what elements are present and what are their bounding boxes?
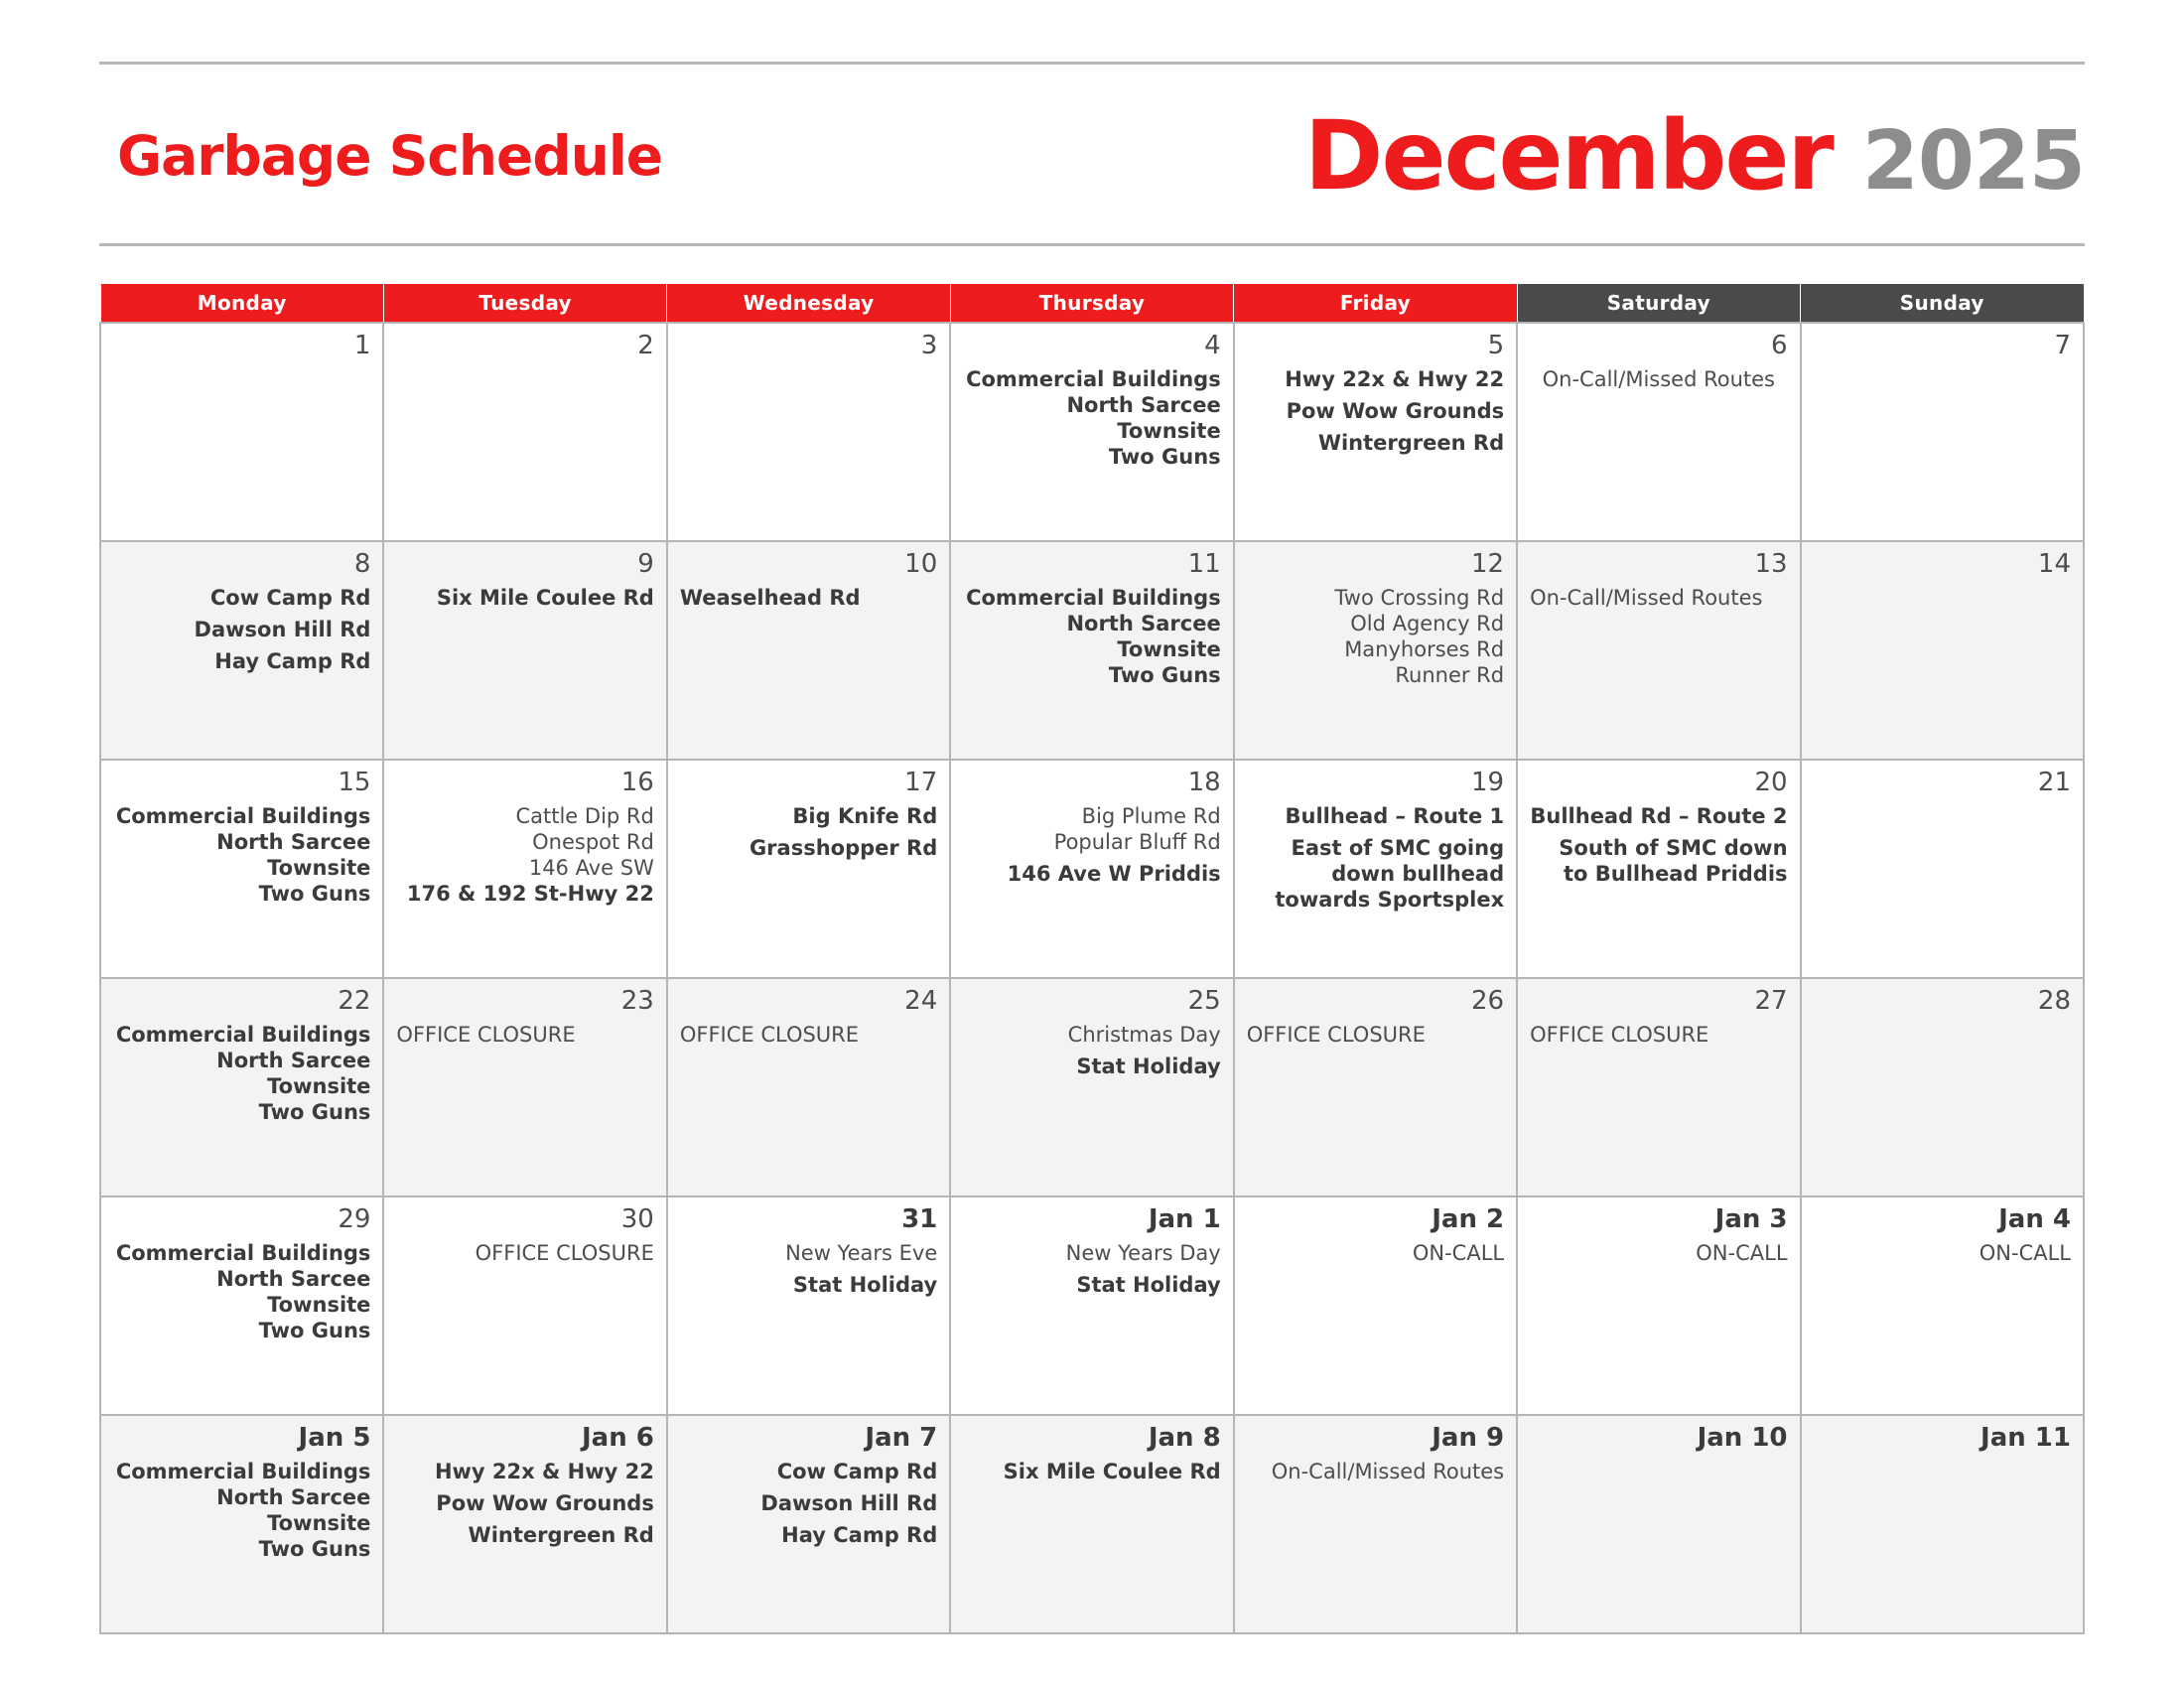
day-cell[interactable] [100,323,383,541]
day-entry: Commercial Buildings [115,1459,371,1483]
day-cell[interactable] [667,1415,950,1633]
day-entry: Dawson Hill Rd [194,617,371,641]
day-entry: Commercial Buildings [115,1240,371,1265]
day-cell[interactable] [100,1196,383,1415]
day-cell[interactable] [1234,323,1517,541]
day-number: 7 [2054,331,2071,360]
day-entry: Popular Bluff Rd [1053,829,1221,854]
day-cell[interactable] [1234,1415,1517,1633]
day-cell[interactable] [1801,541,2084,760]
day-entry: East of SMC going down bullhead towards Sportsplex [1275,835,1505,913]
calendar-body [100,323,2084,1633]
day-entry: Two Guns [258,1537,371,1562]
day-entry: 146 Ave SW [528,856,654,881]
day-entry: Big Knife Rd [792,803,938,828]
day-entry: OFFICE CLOSURE [396,1022,576,1047]
day-entry: Two Guns [1108,663,1221,688]
day-cell[interactable] [383,1415,666,1633]
day-number: 14 [2037,549,2071,579]
day-entry: Bullhead – Route 1 [1285,803,1505,828]
day-entry: New Years Day [1065,1240,1221,1265]
day-number: 3 [920,331,938,360]
year-label: 2025 [1861,114,2085,209]
day-number: Jan 11 [1980,1423,2071,1453]
day-cell[interactable] [950,1196,1233,1415]
day-entry: On-Call/Missed Routes [1542,366,1775,391]
day-number: 25 [1187,986,1221,1016]
day-number: 10 [904,549,938,579]
day-cell[interactable] [100,760,383,978]
day-entry: Big Plume Rd [1081,803,1221,828]
weekday-header-thursday: Thursday [950,284,1233,324]
day-number: 15 [338,768,371,797]
day-number: Jan 3 [1714,1204,1788,1234]
day-entry: 146 Ave W Priddis [1007,862,1221,887]
day-cell[interactable] [667,978,950,1196]
day-number: Jan 4 [1998,1204,2071,1234]
day-entry: North Sarcee [216,1266,371,1291]
month-label: December [1303,100,1833,211]
day-number: Jan 5 [298,1423,371,1453]
day-entry: North Sarcee [1066,392,1221,417]
day-entry: Weaselhead Rd [679,585,861,610]
day-entry: Stat Holiday [1076,1054,1221,1078]
day-entry: Hwy 22x & Hwy 22 [1285,366,1505,391]
calendar-week-row [100,978,2084,1196]
weekday-header-monday: Monday [100,284,383,324]
day-entry: Townsite [1117,637,1221,662]
day-number: 22 [338,986,371,1016]
day-entry: Two Guns [258,1100,371,1125]
day-entry: Townsite [267,1511,371,1536]
day-cell[interactable] [1517,760,1800,978]
day-entry: ON-CALL [1696,1240,1788,1265]
day-entry: Hay Camp Rd [214,649,371,674]
day-number: Jan 2 [1432,1204,1505,1234]
day-entry: Wintergreen Rd [1317,431,1505,456]
day-number: 28 [2037,986,2071,1016]
day-entry: ON-CALL [1979,1240,2071,1265]
day-entry: Cow Camp Rd [209,585,371,610]
day-entry: 176 & 192 St-Hwy 22 [406,882,654,907]
day-number: 19 [1471,768,1505,797]
weekday-header-tuesday: Tuesday [383,284,666,324]
day-entry: Cattle Dip Rd [515,803,654,828]
day-number: 21 [2037,768,2071,797]
day-number: 18 [1187,768,1221,797]
day-cell[interactable] [383,1196,666,1415]
day-entry: OFFICE CLOSURE [1246,1022,1426,1047]
calendar-week-row [100,1415,2084,1633]
day-entry: Hay Camp Rd [781,1523,938,1548]
day-entry: Stat Holiday [1076,1272,1221,1297]
day-entry: ON-CALL [1412,1240,1505,1265]
day-cell[interactable] [1234,1196,1517,1415]
day-cell[interactable] [1801,1415,2084,1633]
day-cell[interactable] [1517,978,1800,1196]
header-divider [99,243,2085,246]
day-number: Jan 6 [581,1423,654,1453]
day-cell[interactable] [1801,978,2084,1196]
day-number: 26 [1471,986,1505,1016]
day-cell[interactable] [667,323,950,541]
day-entry: OFFICE CLOSURE [679,1022,860,1047]
day-entry: Two Guns [1108,445,1221,470]
weekday-header-friday: Friday [1234,284,1517,324]
day-cell[interactable] [667,1196,950,1415]
day-entry: Dawson Hill Rd [760,1490,938,1515]
day-entry: OFFICE CLOSURE [1530,1022,1709,1047]
calendar-table [99,283,2085,1634]
day-entry: Townsite [1117,419,1221,444]
day-cell[interactable] [383,978,666,1196]
day-number: 1 [353,331,371,360]
day-entry: On-Call/Missed Routes [1271,1459,1505,1483]
day-entry: Wintergreen Rd [468,1523,654,1548]
day-entry: Stat Holiday [792,1272,938,1297]
day-number: Jan 7 [865,1423,938,1453]
weekday-header-saturday: Saturday [1517,284,1800,324]
day-number: Jan 10 [1697,1423,1788,1453]
day-cell[interactable] [667,760,950,978]
day-cell[interactable] [1517,1196,1800,1415]
day-entry: North Sarcee [216,1484,371,1509]
day-number: 27 [1754,986,1788,1016]
day-cell[interactable] [383,760,666,978]
day-entry: On-Call/Missed Routes [1530,585,1763,610]
day-cell[interactable] [1517,1415,1800,1633]
day-number: 8 [353,549,371,579]
day-number: 13 [1754,549,1788,579]
top-divider [99,62,2085,65]
day-number: 31 [901,1204,938,1234]
day-cell[interactable] [1517,541,1800,760]
day-cell[interactable] [950,1415,1233,1633]
day-number: 17 [904,768,938,797]
day-number: 11 [1187,549,1221,579]
day-cell[interactable] [1801,323,2084,541]
day-cell[interactable] [383,541,666,760]
day-cell[interactable] [1234,978,1517,1196]
day-number: 9 [637,549,654,579]
day-entry: Christmas Day [1067,1022,1221,1047]
day-entry: Runner Rd [1395,663,1505,688]
day-entry: Commercial Buildings [966,585,1221,610]
day-entry: Two Guns [258,882,371,907]
day-cell[interactable] [950,760,1233,978]
day-entry: OFFICE CLOSURE [475,1240,654,1265]
day-number: 20 [1754,768,1788,797]
day-entry: Six Mile Coulee Rd [436,585,654,610]
day-number: Jan 1 [1148,1204,1221,1234]
weekday-header-sunday: Sunday [1801,284,2084,324]
day-entry: Commercial Buildings [966,366,1221,391]
day-entry: New Years Eve [785,1240,938,1265]
page-header [99,91,2085,220]
day-number: 29 [338,1204,371,1234]
day-entry: Bullhead Rd – Route 2 [1530,803,1788,828]
day-entry: Old Agency Rd [1350,611,1505,635]
calendar-week-row [100,760,2084,978]
day-entry: Townsite [267,856,371,881]
day-entry: Onespot Rd [532,829,654,854]
day-cell[interactable] [100,541,383,760]
day-number: Jan 9 [1432,1423,1505,1453]
day-number: Jan 8 [1148,1423,1221,1453]
day-number: 5 [1487,331,1505,360]
day-entry: Cow Camp Rd [776,1459,938,1483]
day-entry: Two Guns [258,1319,371,1343]
day-entry: Manyhorses Rd [1344,637,1505,662]
day-entry: Grasshopper Rd [749,835,938,860]
weekday-header-wednesday: Wednesday [667,284,950,324]
day-cell[interactable] [383,323,666,541]
day-entry: Townsite [267,1293,371,1318]
day-number: 6 [1770,331,1788,360]
day-cell[interactable] [950,541,1233,760]
day-cell[interactable] [667,541,950,760]
day-cell[interactable] [1517,323,1800,541]
day-entry: South of SMC down to Bullhead Priddis [1559,835,1788,887]
calendar-week-row [100,323,2084,541]
day-entry: Hwy 22x & Hwy 22 [434,1459,654,1483]
day-entry: Two Crossing Rd [1334,585,1505,610]
day-entry: Pow Wow Grounds [436,1490,654,1515]
calendar-header-row [100,284,2084,324]
day-entry: Six Mile Coulee Rd [1003,1459,1221,1483]
day-cell[interactable] [950,323,1233,541]
day-entry: Commercial Buildings [115,1022,371,1047]
calendar-week-row [100,541,2084,760]
day-number: 30 [620,1204,654,1234]
page-title: Garbage Schedule [117,124,663,188]
day-cell[interactable] [1234,541,1517,760]
day-entry: North Sarcee [1066,611,1221,635]
day-number: 4 [1204,331,1221,360]
day-number: 24 [904,986,938,1016]
day-number: 16 [620,768,654,797]
day-cell[interactable] [100,1415,383,1633]
month-year-title [1303,100,2085,211]
day-entry: Townsite [267,1074,371,1099]
day-cell[interactable] [1801,760,2084,978]
day-entry: North Sarcee [216,829,371,854]
day-entry: Commercial Buildings [115,803,371,828]
day-cell[interactable] [1801,1196,2084,1415]
calendar-week-row [100,1196,2084,1415]
day-entry: North Sarcee [216,1048,371,1072]
day-number: 23 [620,986,654,1016]
day-number: 12 [1471,549,1505,579]
day-cell[interactable] [1234,760,1517,978]
day-cell[interactable] [950,978,1233,1196]
day-number: 2 [637,331,654,360]
day-cell[interactable] [100,978,383,1196]
day-entry: Pow Wow Grounds [1286,398,1505,423]
